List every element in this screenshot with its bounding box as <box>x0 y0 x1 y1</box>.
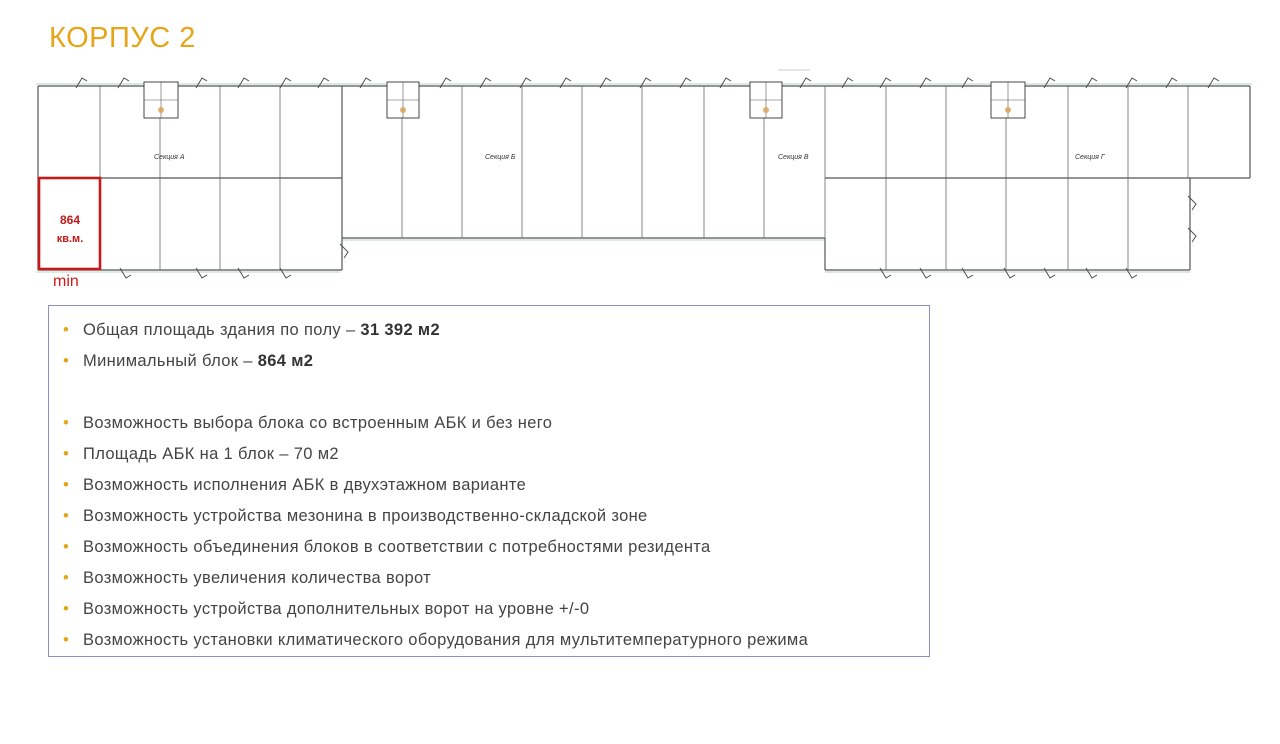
page-title: КОРПУС 2 <box>49 22 196 54</box>
info-min-block: • Минимальный блок – 864 м2 <box>63 352 313 371</box>
floor-plan <box>0 0 1280 300</box>
section-label-a: Секция А <box>154 154 185 161</box>
info-box <box>48 305 930 657</box>
min-block-unit: кв.м. <box>56 233 84 245</box>
section-label-g: Секция Г <box>1075 154 1105 161</box>
section-label-b: Секция Б <box>485 154 516 161</box>
feature-item: • Возможность установки климатического оборудования для мультитемпературного режима <box>63 631 808 650</box>
feature-item: • Возможность устройства мезонина в производственно-складской зоне <box>63 507 648 526</box>
min-label: min <box>53 273 79 290</box>
feature-item: • Возможность увеличения количества ворот <box>63 569 431 588</box>
min-block-value: 864 м2 <box>257 352 314 370</box>
feature-item: • Возможность объединения блоков в соответствии с потребностями резидента <box>63 538 711 557</box>
feature-item: • Возможность исполнения АБК в двухэтажном варианте <box>63 476 526 495</box>
total-area-value: 31 392 м2 <box>360 321 441 339</box>
min-block-area: 864 <box>59 213 81 227</box>
info-total-area: • Общая площадь здания по полу – 31 392 м2 <box>63 321 440 340</box>
feature-item: • Возможность выбора блока со встроенным АБК и без него <box>63 414 552 433</box>
section-label-v: Секция В <box>778 154 809 161</box>
feature-item: • Возможность устройства дополнительных ворот на уровне +/-0 <box>63 600 589 619</box>
feature-item: • Площадь АБК на 1 блок – 70 м2 <box>63 445 339 464</box>
